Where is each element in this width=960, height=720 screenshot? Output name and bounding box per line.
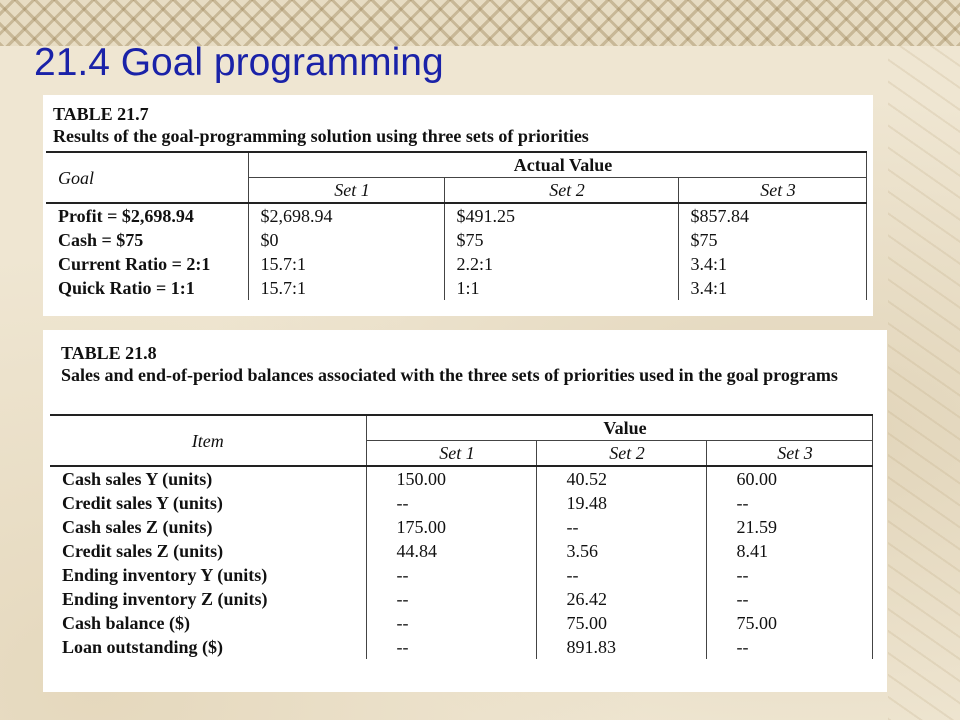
table-21-8-description: Sales and end-of-period balances associated with the three sets of priorities used in the goal programs bbox=[61, 365, 838, 385]
set-3-value: 60.00 bbox=[706, 466, 872, 491]
item-label: Credit sales Z (units) bbox=[50, 539, 366, 563]
set-1-value: 175.00 bbox=[396, 517, 446, 537]
set-2-value: 19.48 bbox=[536, 491, 706, 515]
set-2-value: $491.25 bbox=[444, 203, 678, 228]
set-3-value: 3.4:1 bbox=[678, 276, 866, 300]
set-3-value: -- bbox=[706, 635, 872, 659]
table-row bbox=[50, 635, 872, 659]
goal-label: Profit = $2,698.94 bbox=[46, 203, 248, 228]
table-row bbox=[50, 611, 872, 635]
table-21-7-description: Results of the goal-programming solution using three sets of priorities bbox=[53, 126, 589, 146]
item-label: Ending inventory Z (units) bbox=[50, 587, 366, 611]
set-2-value: 2.2:1 bbox=[444, 252, 678, 276]
set-2-value: 891.83 bbox=[536, 635, 706, 659]
item-label: Credit sales Y (units) bbox=[50, 491, 366, 515]
set-3-value: 3.4:1 bbox=[678, 252, 866, 276]
table-21-8-caption bbox=[61, 342, 881, 386]
goal-label: Quick Ratio = 1:1 bbox=[46, 276, 248, 300]
goal-label: Cash = $75 bbox=[46, 228, 248, 252]
set-2-value: 3.56 bbox=[536, 539, 706, 563]
set-1-value: $2,698.94 bbox=[260, 206, 333, 226]
actual-value-header: Actual Value bbox=[248, 152, 866, 178]
table-row bbox=[50, 587, 872, 611]
set-2-header: Set 2 bbox=[444, 178, 678, 204]
set-2-value: -- bbox=[536, 563, 706, 587]
table-row bbox=[46, 228, 866, 252]
table-21-7-caption bbox=[53, 103, 589, 147]
set-2-header: Set 2 bbox=[536, 441, 706, 467]
set-2-value: 40.52 bbox=[536, 466, 706, 491]
set-3-value: -- bbox=[706, 587, 872, 611]
goal-label: Current Ratio = 2:1 bbox=[46, 252, 248, 276]
set-1-header: Set 1 bbox=[248, 178, 444, 204]
table-21-8-panel bbox=[43, 330, 887, 692]
set-2-value: 1:1 bbox=[444, 276, 678, 300]
set-3-value: 21.59 bbox=[706, 515, 872, 539]
set-3-header: Set 3 bbox=[678, 178, 866, 204]
set-1-value: -- bbox=[396, 493, 409, 513]
goal-column-header: Goal bbox=[46, 152, 248, 203]
table-row bbox=[50, 515, 872, 539]
item-label: Cash sales Y (units) bbox=[50, 466, 366, 491]
decorative-side-texture bbox=[888, 46, 960, 720]
set-3-header: Set 3 bbox=[706, 441, 872, 467]
table-row bbox=[50, 563, 872, 587]
value-header: Value bbox=[366, 415, 872, 441]
table-21-7-number: TABLE 21.7 bbox=[53, 104, 149, 124]
item-column-header: Item bbox=[50, 415, 366, 466]
set-1-value: 15.7:1 bbox=[260, 254, 307, 274]
set-1-header: Set 1 bbox=[366, 441, 536, 467]
set-1-value: -- bbox=[396, 613, 409, 633]
set-3-value: 8.41 bbox=[706, 539, 872, 563]
slide-title: 21.4 Goal programming bbox=[34, 41, 444, 84]
set-1-value: -- bbox=[396, 637, 409, 657]
set-2-value: 26.42 bbox=[536, 587, 706, 611]
set-1-value: -- bbox=[396, 589, 409, 609]
table-21-7-panel bbox=[43, 95, 873, 316]
table-row bbox=[50, 491, 872, 515]
set-3-value: $75 bbox=[678, 228, 866, 252]
set-1-value: $0 bbox=[260, 230, 279, 250]
set-3-value: $857.84 bbox=[678, 203, 866, 228]
table-row bbox=[46, 252, 866, 276]
set-3-value: -- bbox=[706, 491, 872, 515]
set-1-value: 15.7:1 bbox=[260, 278, 307, 298]
set-2-value: 75.00 bbox=[536, 611, 706, 635]
set-1-value: -- bbox=[396, 565, 409, 585]
table-row bbox=[46, 203, 866, 228]
table-row bbox=[50, 539, 872, 563]
item-label: Cash sales Z (units) bbox=[50, 515, 366, 539]
table-21-8 bbox=[50, 414, 873, 659]
item-label: Cash balance ($) bbox=[50, 611, 366, 635]
set-2-value: $75 bbox=[444, 228, 678, 252]
set-3-value: -- bbox=[706, 563, 872, 587]
table-row bbox=[46, 276, 866, 300]
set-3-value: 75.00 bbox=[706, 611, 872, 635]
table-row bbox=[50, 466, 872, 491]
table-21-7 bbox=[46, 151, 867, 300]
item-label: Loan outstanding ($) bbox=[50, 635, 366, 659]
set-2-value: -- bbox=[536, 515, 706, 539]
set-1-value: 44.84 bbox=[396, 541, 437, 561]
item-label: Ending inventory Y (units) bbox=[50, 563, 366, 587]
set-1-value: 150.00 bbox=[396, 469, 446, 489]
table-21-8-number: TABLE 21.8 bbox=[61, 343, 157, 363]
